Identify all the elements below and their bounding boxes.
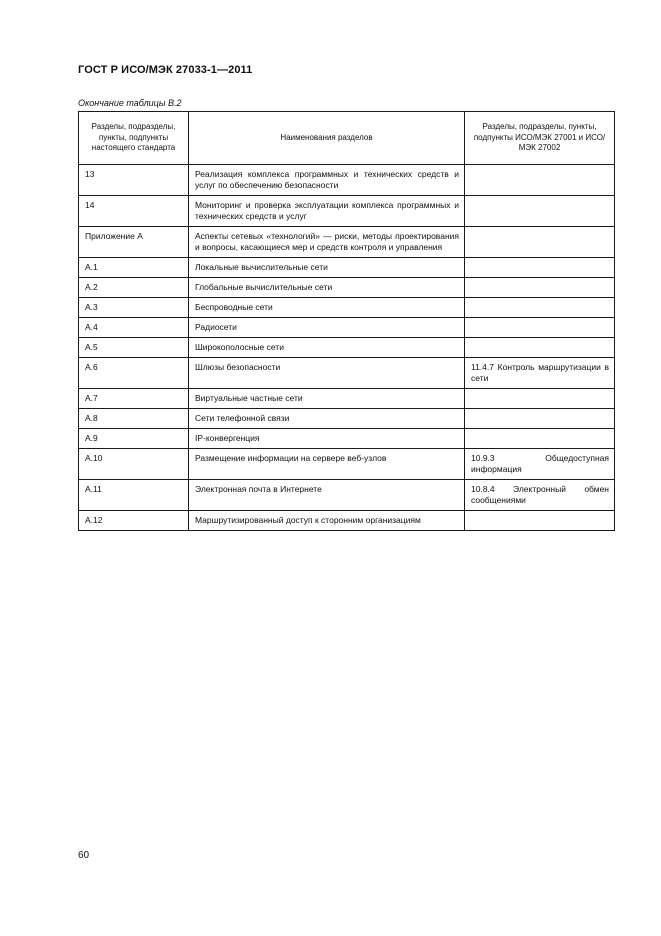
ref-cell bbox=[465, 429, 615, 449]
table-row bbox=[79, 165, 615, 196]
table-row bbox=[79, 389, 615, 409]
section-cell: А.1 bbox=[79, 258, 189, 278]
ref-cell bbox=[465, 278, 615, 298]
ref-cell bbox=[465, 409, 615, 429]
section-cell: А.12 bbox=[79, 511, 189, 531]
table-row bbox=[79, 318, 615, 338]
table-row bbox=[79, 480, 615, 511]
section-cell: А.7 bbox=[79, 389, 189, 409]
table-row bbox=[79, 338, 615, 358]
name-cell: Аспекты сетевых «технологий» — риски, методы проектирования и вопросы, касающиеся мер и средств контроля и управления bbox=[189, 227, 465, 258]
ref-cell bbox=[465, 258, 615, 278]
table-row bbox=[79, 429, 615, 449]
section-cell: А.5 bbox=[79, 338, 189, 358]
ref-cell bbox=[465, 511, 615, 531]
table-row bbox=[79, 258, 615, 278]
ref-cell bbox=[465, 298, 615, 318]
name-cell: IP-конвергенция bbox=[189, 429, 465, 449]
table-row bbox=[79, 511, 615, 531]
name-cell: Электронная почта в Интернете bbox=[189, 480, 465, 511]
name-cell: Радиосети bbox=[189, 318, 465, 338]
page-number: 60 bbox=[78, 850, 90, 861]
ref-cell: 11.4.7 Контроль маршрутизации в сети bbox=[465, 358, 615, 389]
section-cell: А.6 bbox=[79, 358, 189, 389]
correspondence-table bbox=[78, 111, 615, 531]
header-name: Наименования разделов bbox=[189, 112, 465, 165]
name-cell: Мониторинг и проверка эксплуатации комплекса программных и технических средств и услуг bbox=[189, 196, 465, 227]
name-cell: Сети телефонной связи bbox=[189, 409, 465, 429]
table-row bbox=[79, 298, 615, 318]
name-cell: Широкополосные сети bbox=[189, 338, 465, 358]
table-row bbox=[79, 449, 615, 480]
section-cell: А.11 bbox=[79, 480, 189, 511]
section-cell: А.10 bbox=[79, 449, 189, 480]
header-section: Разделы, подразделы, пункты, подпункты настоящего стандарта bbox=[79, 112, 189, 165]
ref-cell bbox=[465, 165, 615, 196]
name-cell: Шлюзы безопасности bbox=[189, 358, 465, 389]
header-iso-ref: Разделы, подразделы, пункты, подпункты ИСО/МЭК 27001 и ИСО/МЭК 27002 bbox=[465, 112, 615, 165]
name-cell: Глобальные вычислительные сети bbox=[189, 278, 465, 298]
table-row bbox=[79, 409, 615, 429]
ref-cell bbox=[465, 318, 615, 338]
section-cell: А.3 bbox=[79, 298, 189, 318]
table-row bbox=[79, 358, 615, 389]
name-cell: Размещение информации на сервере веб-узлов bbox=[189, 449, 465, 480]
name-cell: Реализация комплекса программных и технических средств и услуг по обеспечению безопасности bbox=[189, 165, 465, 196]
ref-cell bbox=[465, 389, 615, 409]
section-cell: А.4 bbox=[79, 318, 189, 338]
ref-cell: 10.8.4 Электронный обмен сообщениями bbox=[465, 480, 615, 511]
ref-cell bbox=[465, 196, 615, 227]
name-cell: Маршрутизированный доступ к сторонним организациям bbox=[189, 511, 465, 531]
ref-cell bbox=[465, 227, 615, 258]
section-cell: 13 bbox=[79, 165, 189, 196]
section-cell: Приложение А bbox=[79, 227, 189, 258]
section-cell: 14 bbox=[79, 196, 189, 227]
document-title: ГОСТ Р ИСО/МЭК 27033-1—2011 bbox=[78, 64, 253, 76]
table-row bbox=[79, 196, 615, 227]
section-cell: А.2 bbox=[79, 278, 189, 298]
table-caption: Окончание таблицы В.2 bbox=[78, 98, 182, 108]
name-cell: Беспроводные сети bbox=[189, 298, 465, 318]
table-header-row bbox=[79, 112, 615, 165]
table-row bbox=[79, 278, 615, 298]
name-cell: Виртуальные частные сети bbox=[189, 389, 465, 409]
ref-cell bbox=[465, 338, 615, 358]
name-cell: Локальные вычислительные сети bbox=[189, 258, 465, 278]
section-cell: А.9 bbox=[79, 429, 189, 449]
ref-cell: 10.9.3 Общедоступная информация bbox=[465, 449, 615, 480]
section-cell: А.8 bbox=[79, 409, 189, 429]
table-row bbox=[79, 227, 615, 258]
